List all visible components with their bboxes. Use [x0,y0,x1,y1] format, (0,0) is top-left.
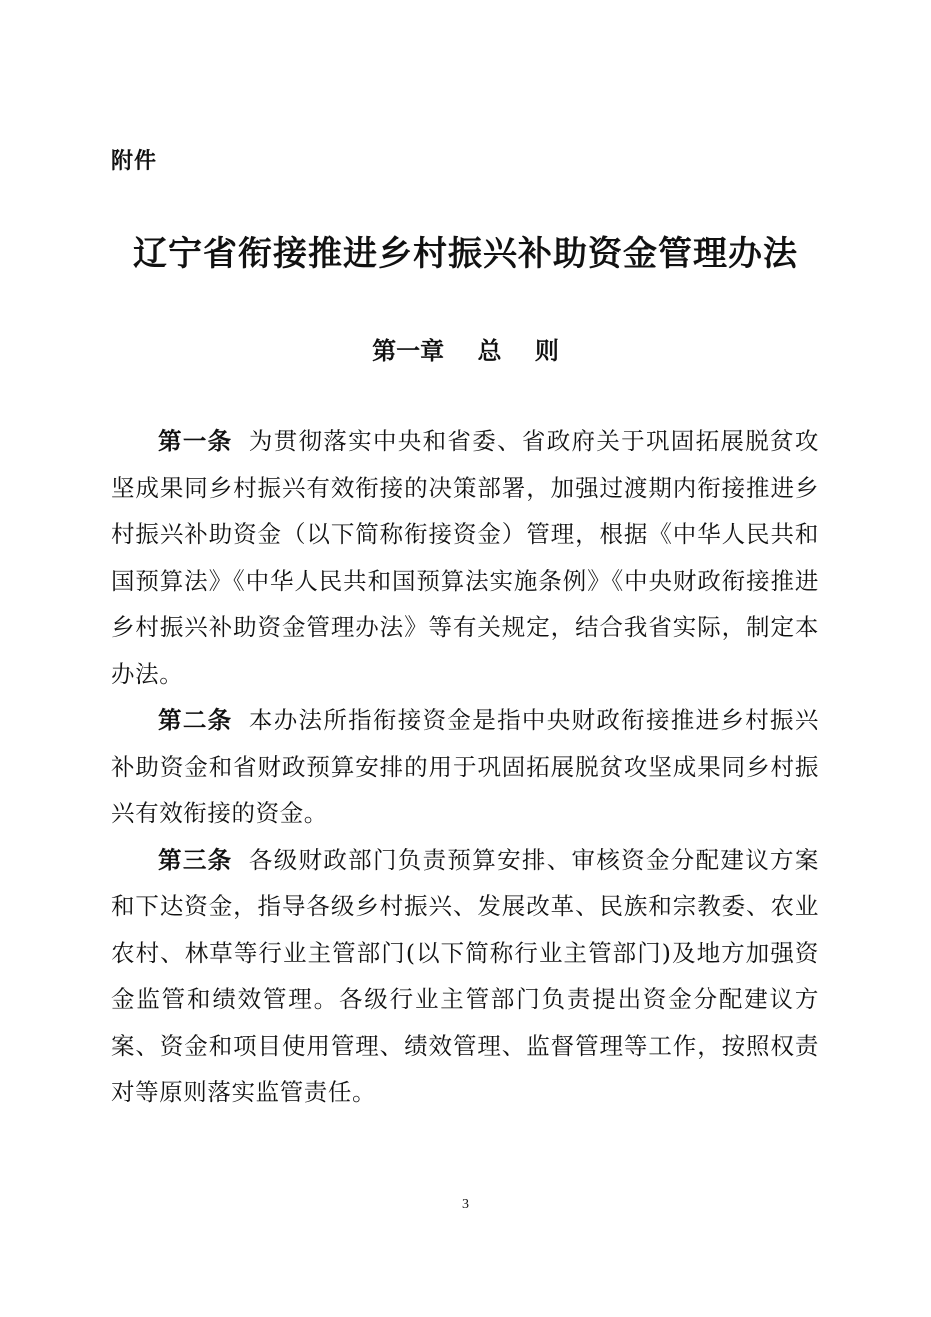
chapter-heading: 第一章 总 则 [372,337,559,365]
page-number: 3 [462,1197,469,1212]
article-2 [111,697,819,837]
document-body [111,418,819,1116]
article-1-text: 为贯彻落实中央和省委、省政府关于巩固拓展脱贫攻坚成果同乡村振兴有效衔接的决策部署，加强过渡期内衔接推进乡村振兴补助资金（以下简称衔接资金）管理，根据《中华人民共和国预算法》《中华人民共和国预算法实施条例》《中央财政衔接推进乡村振兴补助资金管理办法》等有关规定，结合我省实际，制定本办法。 [111,427,819,688]
article-1 [111,418,819,697]
attachment-label: 附件 [111,149,158,174]
article-3-text: 各级财政部门负责预算安排、审核资金分配建议方案和下达资金，指导各级乡村振兴、发展改革、民族和宗教委、农业农村、林草等行业主管部门(以下简称行业主管部门)及地方加强资金监管和绩效管理。各级行业主管部门负责提出资金分配建议方案、资金和项目使用管理、绩效管理、监督管理等工作，按照权责对等原则落实监管责任。 [111,845,819,1106]
document-title: 辽宁省衔接推进乡村振兴补助资金管理办法 [133,234,798,274]
article-1-label: 第一条 [158,427,233,455]
article-2-text: 本办法所指衔接资金是指中央财政衔接推进乡村振兴补助资金和省财政预算安排的用于巩固拓展脱贫攻坚成果同乡村振兴有效衔接的资金。 [111,706,819,827]
article-3 [111,837,819,1116]
article-3-label: 第三条 [158,845,233,874]
article-2-label: 第二条 [158,706,233,734]
